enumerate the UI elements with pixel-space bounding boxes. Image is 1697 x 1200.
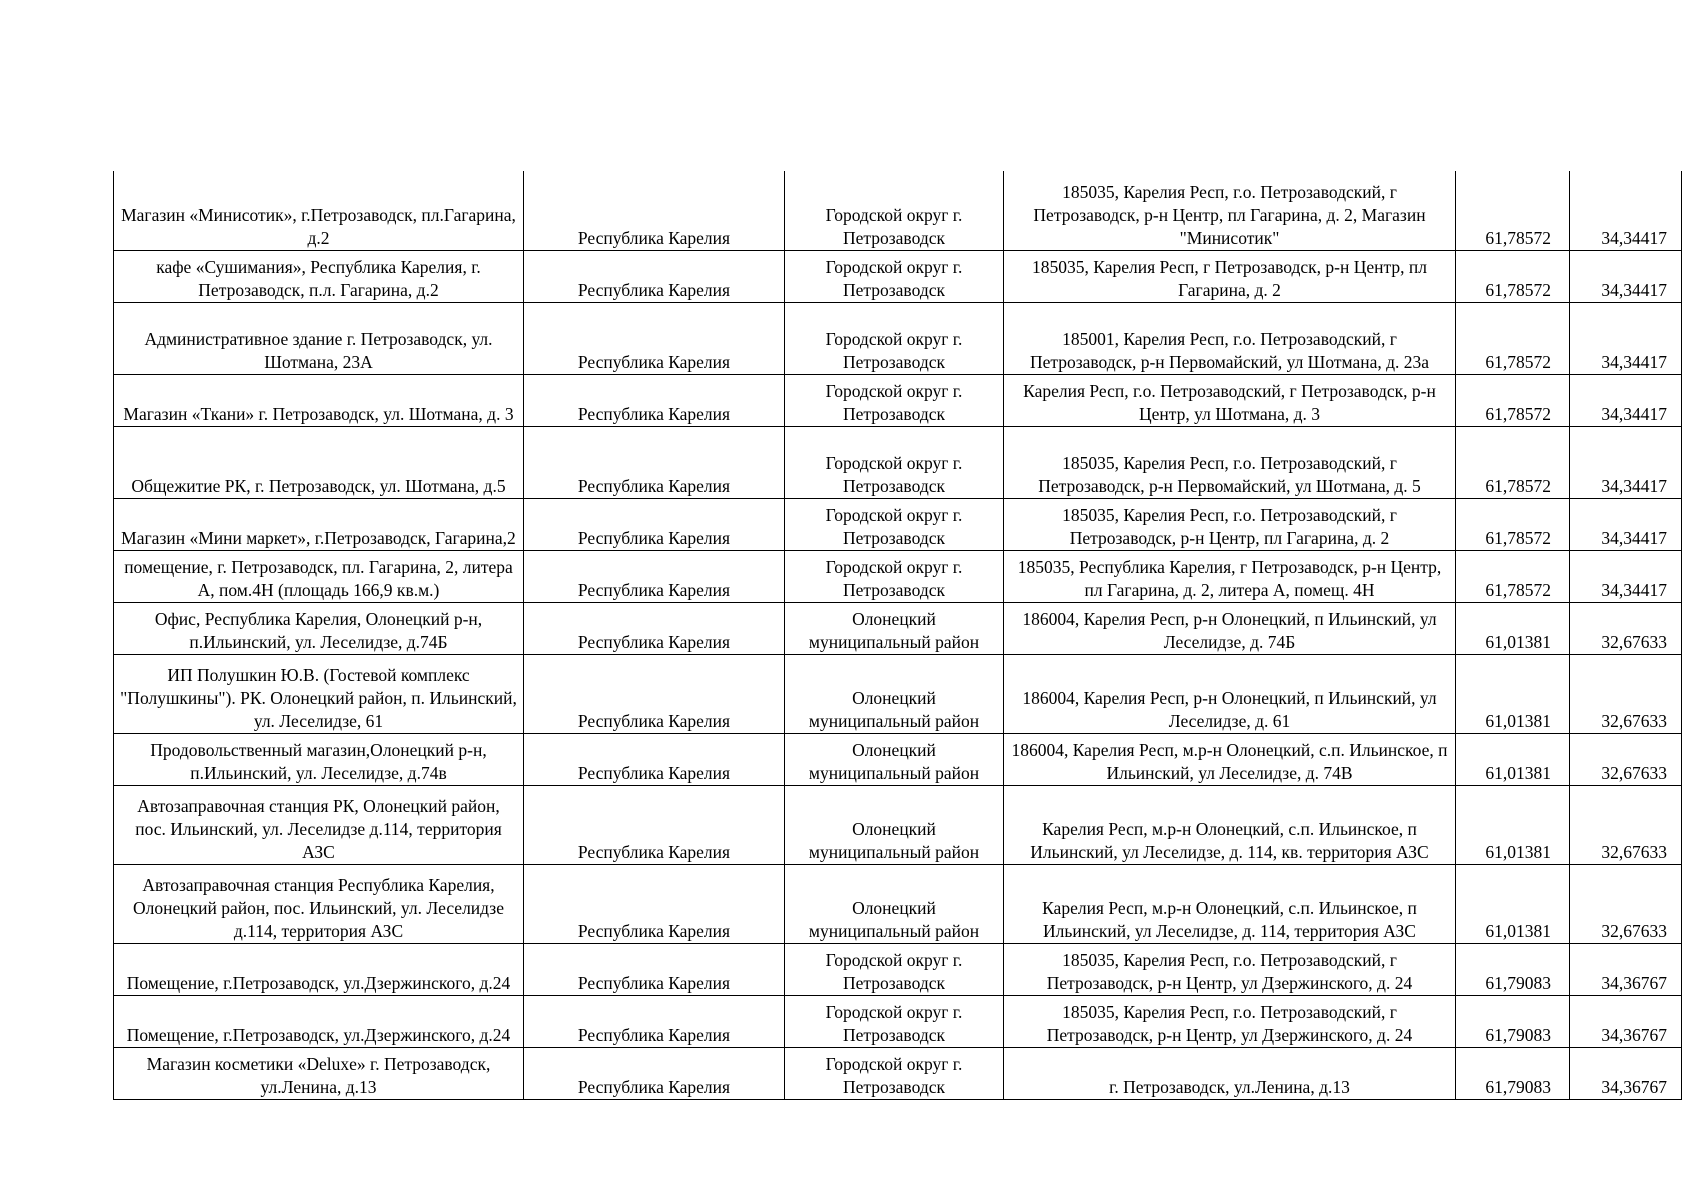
table-row xyxy=(114,250,1682,302)
cell-latitude: 61,78572 xyxy=(1456,426,1570,498)
cell-name: Магазин «Минисотик», г.Петрозаводск, пл.Гагарина, д.2 xyxy=(114,171,524,250)
cell-longitude: 32,67633 xyxy=(1570,864,1682,943)
cell-name: Административное здание г. Петрозаводск, ул. Шотмана, 23А xyxy=(114,302,524,374)
table-row xyxy=(114,550,1682,602)
cell-latitude: 61,78572 xyxy=(1456,498,1570,550)
cell-region: Республика Карелия xyxy=(524,654,785,733)
table-row xyxy=(114,864,1682,943)
cell-region: Республика Карелия xyxy=(524,302,785,374)
cell-district: Городской округ г. Петрозаводск xyxy=(785,302,1004,374)
cell-longitude: 34,34417 xyxy=(1570,498,1682,550)
table-row xyxy=(114,498,1682,550)
cell-name: Продовольственный магазин,Олонецкий р-н, п.Ильинский, ул. Леселидзе, д.74в xyxy=(114,733,524,785)
cell-district: Городской округ г. Петрозаводск xyxy=(785,426,1004,498)
cell-name: ИП Полушкин Ю.В. (Гостевой комплекс "Полушкины"). РК. Олонецкий район, п. Ильинский, ул. Леселидзе, 61 xyxy=(114,654,524,733)
cell-region: Республика Карелия xyxy=(524,733,785,785)
cell-district: Городской округ г. Петрозаводск xyxy=(785,374,1004,426)
cell-name: Магазин «Мини маркет», г.Петрозаводск, Гагарина,2 xyxy=(114,498,524,550)
cell-region: Республика Карелия xyxy=(524,864,785,943)
cell-region: Республика Карелия xyxy=(524,250,785,302)
cell-district: Городской округ г. Петрозаводск xyxy=(785,250,1004,302)
cell-name: Помещение, г.Петрозаводск, ул.Дзержинского, д.24 xyxy=(114,943,524,995)
cell-district: Олонецкий муниципальный район xyxy=(785,733,1004,785)
cell-latitude: 61,79083 xyxy=(1456,1047,1570,1099)
cell-latitude: 61,78572 xyxy=(1456,250,1570,302)
cell-latitude: 61,78572 xyxy=(1456,374,1570,426)
cell-region: Республика Карелия xyxy=(524,943,785,995)
cell-name: Помещение, г.Петрозаводск, ул.Дзержинского, д.24 xyxy=(114,995,524,1047)
cell-address: 185035, Карелия Респ, г Петрозаводск, р-н Центр, пл Гагарина, д. 2 xyxy=(1004,250,1456,302)
cell-region: Республика Карелия xyxy=(524,374,785,426)
table-row xyxy=(114,943,1682,995)
cell-latitude: 61,79083 xyxy=(1456,943,1570,995)
cell-longitude: 32,67633 xyxy=(1570,654,1682,733)
cell-longitude: 34,34417 xyxy=(1570,426,1682,498)
cell-latitude: 61,78572 xyxy=(1456,171,1570,250)
cell-latitude: 61,79083 xyxy=(1456,995,1570,1047)
cell-longitude: 34,34417 xyxy=(1570,550,1682,602)
cell-district: Олонецкий муниципальный район xyxy=(785,864,1004,943)
cell-address: 185001, Карелия Респ, г.о. Петрозаводский, г Петрозаводск, р-н Первомайский, ул Шотмана, д. 23а xyxy=(1004,302,1456,374)
cell-longitude: 34,36767 xyxy=(1570,1047,1682,1099)
cell-name: Магазин «Ткани» г. Петрозаводск, ул. Шотмана, д. 3 xyxy=(114,374,524,426)
table-row xyxy=(114,374,1682,426)
table-row xyxy=(114,426,1682,498)
cell-region: Республика Карелия xyxy=(524,995,785,1047)
cell-address: 185035, Карелия Респ, г.о. Петрозаводский, г Петрозаводск, р-н Центр, пл Гагарина, д. 2 xyxy=(1004,498,1456,550)
cell-longitude: 34,34417 xyxy=(1570,171,1682,250)
cell-latitude: 61,01381 xyxy=(1456,864,1570,943)
cell-name: кафе «Сушимания», Республика Карелия, г. Петрозаводск, п.л. Гагарина, д.2 xyxy=(114,250,524,302)
cell-latitude: 61,01381 xyxy=(1456,785,1570,864)
cell-region: Республика Карелия xyxy=(524,498,785,550)
cell-district: Городской округ г. Петрозаводск xyxy=(785,171,1004,250)
cell-address: г. Петрозаводск, ул.Ленина, д.13 xyxy=(1004,1047,1456,1099)
cell-latitude: 61,01381 xyxy=(1456,602,1570,654)
cell-longitude: 32,67633 xyxy=(1570,785,1682,864)
cell-latitude: 61,01381 xyxy=(1456,654,1570,733)
cell-longitude: 34,34417 xyxy=(1570,302,1682,374)
cell-address: 185035, Республика Карелия, г Петрозаводск, р-н Центр, пл Гагарина, д. 2, литера А, помещ. 4Н xyxy=(1004,550,1456,602)
table-row xyxy=(114,602,1682,654)
cell-name: Автозаправочная станция РК, Олонецкий район, пос. Ильинский, ул. Леселидзе д.114, территория АЗС xyxy=(114,785,524,864)
cell-region: Республика Карелия xyxy=(524,1047,785,1099)
table-row xyxy=(114,302,1682,374)
cell-longitude: 34,34417 xyxy=(1570,250,1682,302)
cell-address: 185035, Карелия Респ, г.о. Петрозаводский, г Петрозаводск, р-н Центр, ул Дзержинского, д. 24 xyxy=(1004,995,1456,1047)
cell-longitude: 32,67633 xyxy=(1570,602,1682,654)
cell-district: Городской округ г. Петрозаводск xyxy=(785,943,1004,995)
table-row xyxy=(114,785,1682,864)
cell-name: Автозаправочная станция Республика Карелия, Олонецкий район, пос. Ильинский, ул. Леселидзе д.114, территория АЗС xyxy=(114,864,524,943)
cell-region: Республика Карелия xyxy=(524,785,785,864)
cell-district: Городской округ г. Петрозаводск xyxy=(785,1047,1004,1099)
cell-latitude: 61,78572 xyxy=(1456,550,1570,602)
cell-district: Городской округ г. Петрозаводск xyxy=(785,995,1004,1047)
cell-district: Олонецкий муниципальный район xyxy=(785,785,1004,864)
table-row xyxy=(114,171,1682,250)
cell-address: 186004, Карелия Респ, р-н Олонецкий, п Ильинский, ул Леселидзе, д. 74Б xyxy=(1004,602,1456,654)
cell-region: Республика Карелия xyxy=(524,426,785,498)
cell-region: Республика Карелия xyxy=(524,602,785,654)
cell-longitude: 32,67633 xyxy=(1570,733,1682,785)
cell-address: Карелия Респ, м.р-н Олонецкий, с.п. Ильинское, п Ильинский, ул Леселидзе, д. 114, территория АЗС xyxy=(1004,864,1456,943)
table-row xyxy=(114,733,1682,785)
table-row xyxy=(114,995,1682,1047)
cell-longitude: 34,36767 xyxy=(1570,943,1682,995)
cell-address: Карелия Респ, м.р-н Олонецкий, с.п. Ильинское, п Ильинский, ул Леселидзе, д. 114, кв. территория АЗС xyxy=(1004,785,1456,864)
cell-name: Общежитие РК, г. Петрозаводск, ул. Шотмана, д.5 xyxy=(114,426,524,498)
cell-latitude: 61,01381 xyxy=(1456,733,1570,785)
cell-name: помещение, г. Петрозаводск, пл. Гагарина, 2, литера А, пом.4Н (площадь 166,9 кв.м.) xyxy=(114,550,524,602)
cell-address: 185035, Карелия Респ, г.о. Петрозаводский, г Петрозаводск, р-н Первомайский, ул Шотмана, д. 5 xyxy=(1004,426,1456,498)
cell-name: Магазин косметики «Deluxe» г. Петрозаводск, ул.Ленина, д.13 xyxy=(114,1047,524,1099)
locations-table xyxy=(113,171,1682,1100)
cell-address: 185035, Карелия Респ, г.о. Петрозаводский, г Петрозаводск, р-н Центр, ул Дзержинского, д. 24 xyxy=(1004,943,1456,995)
cell-longitude: 34,36767 xyxy=(1570,995,1682,1047)
cell-district: Городской округ г. Петрозаводск xyxy=(785,498,1004,550)
cell-address: 186004, Карелия Респ, м.р-н Олонецкий, с.п. Ильинское, п Ильинский, ул Леселидзе, д. 74В xyxy=(1004,733,1456,785)
cell-district: Олонецкий муниципальный район xyxy=(785,602,1004,654)
table-row xyxy=(114,1047,1682,1099)
cell-latitude: 61,78572 xyxy=(1456,302,1570,374)
cell-address: 185035, Карелия Респ, г.о. Петрозаводский, г Петрозаводск, р-н Центр, пл Гагарина, д. 2, Магазин "Минисотик" xyxy=(1004,171,1456,250)
cell-name: Офис, Республика Карелия, Олонецкий р-н, п.Ильинский, ул. Леселидзе, д.74Б xyxy=(114,602,524,654)
cell-district: Городской округ г. Петрозаводск xyxy=(785,550,1004,602)
cell-address: Карелия Респ, г.о. Петрозаводский, г Петрозаводск, р-н Центр, ул Шотмана, д. 3 xyxy=(1004,374,1456,426)
table-row xyxy=(114,654,1682,733)
cell-longitude: 34,34417 xyxy=(1570,374,1682,426)
cell-district: Олонецкий муниципальный район xyxy=(785,654,1004,733)
cell-region: Республика Карелия xyxy=(524,550,785,602)
cell-region: Республика Карелия xyxy=(524,171,785,250)
cell-address: 186004, Карелия Респ, р-н Олонецкий, п Ильинский, ул Леселидзе, д. 61 xyxy=(1004,654,1456,733)
